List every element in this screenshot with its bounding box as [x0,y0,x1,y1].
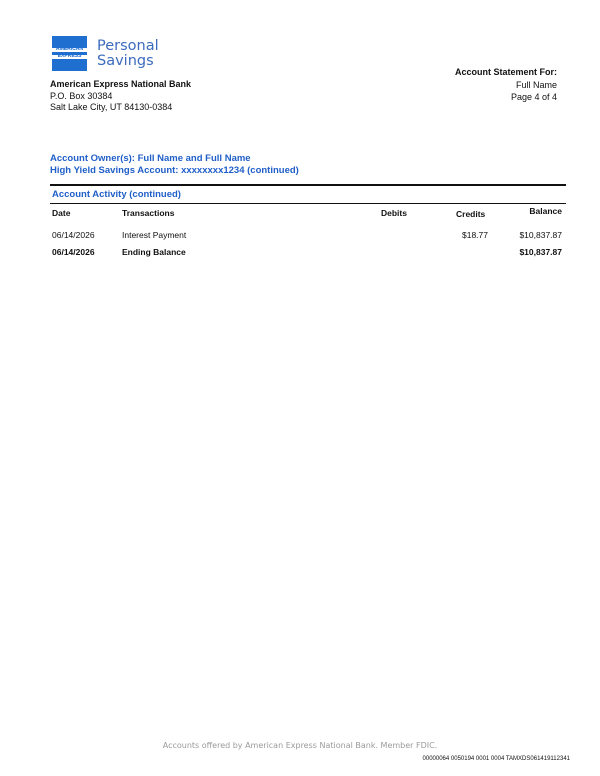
account-title: High Yield Savings Account: xxxxxxxx1234 (continued) [50,165,299,176]
row-balance: $10,837.87 [519,230,562,240]
page-indicator: Page 4 of 4 [510,92,557,102]
column-header-balance: Balance [529,206,562,216]
footer-disclosure: Accounts offered by American Express National Bank. Member FDIC. [162,741,438,750]
row-date: 06/14/2026 [52,230,95,240]
logo-text-express: EXPRESS [57,53,82,59]
column-header-debits: Debits [381,208,407,218]
bank-address-line2: Salt Lake City, UT 84130-0384 [50,102,173,112]
activity-section-title: Account Activity (continued) [52,189,181,200]
footer-document-code: 00000064 0050194 0001 0004 TAMXDS061419112341 [422,756,570,762]
row-credit: $18.77 [462,230,488,240]
statement-for-label: Account Statement For: [454,67,557,77]
brand-title [97,39,159,69]
logo-text-american: AMERICAN [55,46,84,52]
brand-line-personal: Personal [97,38,159,54]
row-balance: $10,837.87 [519,247,562,257]
brand-line-savings: Savings [97,53,154,69]
bank-address-line1: P.O. Box 30384 [50,91,113,101]
account-owners: Account Owner(s): Full Name and Full Name [50,153,251,164]
table-header-divider [50,203,566,204]
section-divider [50,184,566,186]
row-transaction: Interest Payment [122,230,187,240]
statement-name: Full Name [515,80,557,90]
column-header-transactions: Transactions [122,208,175,218]
amex-logo [52,36,87,71]
row-date: 06/14/2026 [52,247,95,257]
row-transaction: Ending Balance [122,247,186,257]
column-header-credits: Credits [456,209,486,219]
bank-name: American Express National Bank [50,79,192,89]
column-header-date: Date [52,208,71,218]
